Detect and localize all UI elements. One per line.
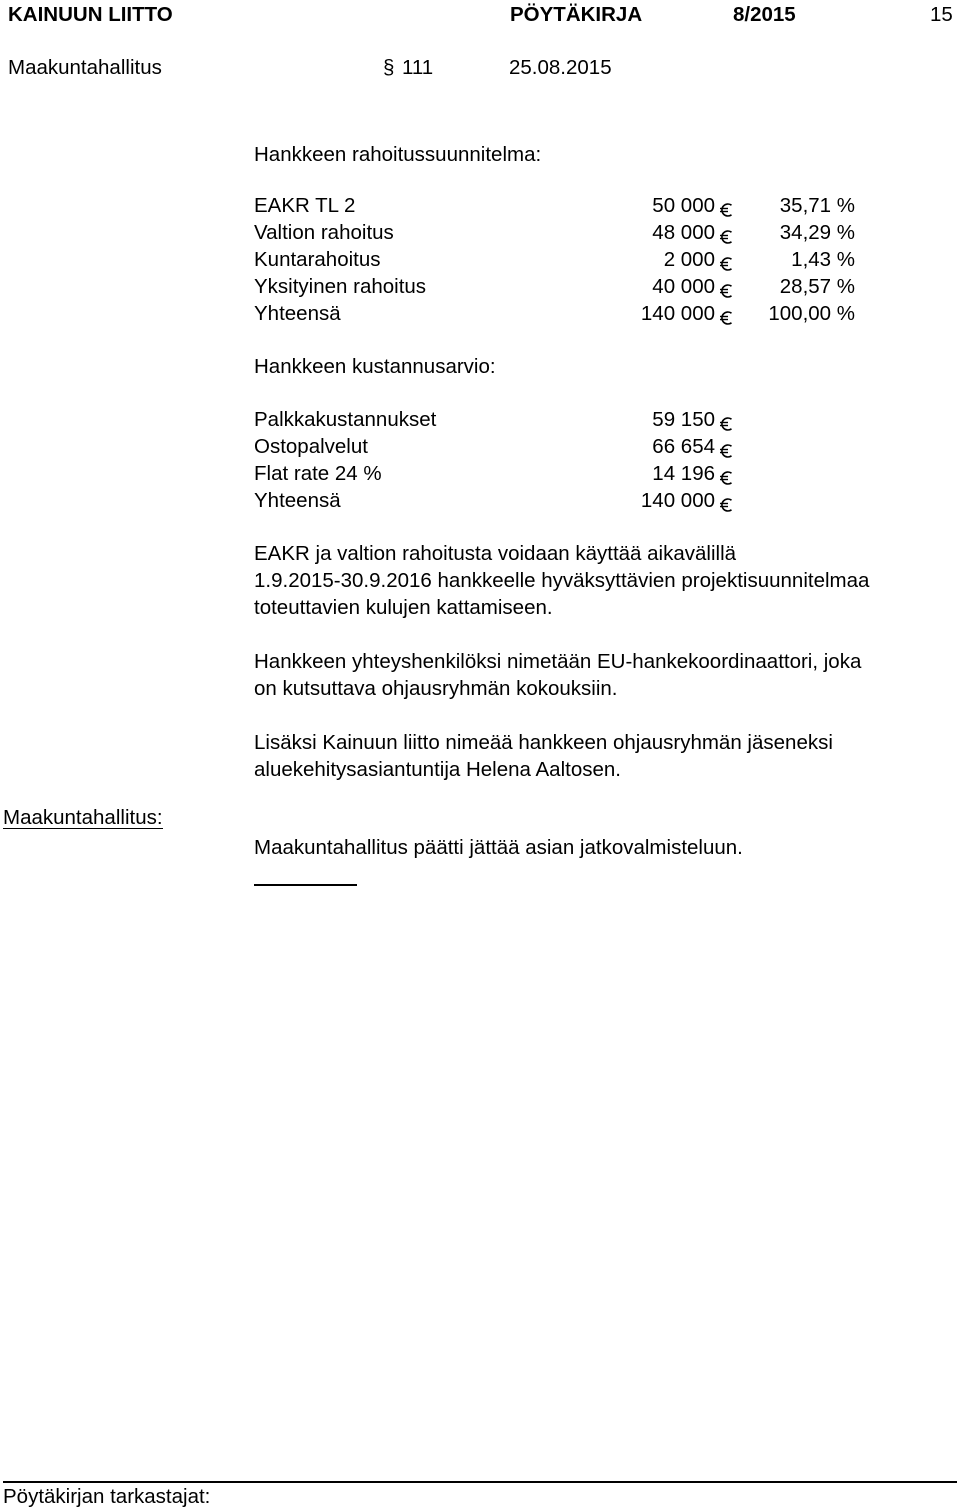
euro-icon — [719, 257, 733, 271]
euro-sign-cell — [719, 306, 733, 331]
cost-row-amount: 140 000 — [640, 489, 715, 512]
paragraph-line: toteuttavien kulujen kattamiseen. — [254, 596, 553, 619]
financing-row-amount: 2 000 — [663, 248, 715, 271]
financing-row-amount: 140 000 — [640, 302, 715, 325]
paragraph-line: on kutsuttava ohjausryhmän kokouksiin. — [254, 677, 618, 700]
euro-icon — [719, 498, 733, 512]
end-rule — [254, 884, 357, 886]
euro-sign-cell — [719, 252, 733, 277]
euro-icon — [719, 203, 733, 217]
euro-icon — [719, 471, 733, 485]
financing-row-percent: 28,57 % — [779, 275, 855, 298]
euro-sign-cell — [719, 198, 733, 223]
euro-sign-cell — [719, 279, 733, 304]
euro-sign-cell — [719, 466, 733, 491]
euro-sign-cell — [719, 493, 733, 518]
cost-row-amount: 59 150 — [652, 408, 715, 431]
body-paragraph — [254, 648, 954, 702]
financing-row-amount: 48 000 — [652, 221, 715, 244]
financing-row-label: Yksityinen rahoitus — [254, 275, 427, 298]
paragraph-line: aluekehitysasiantuntija Helena Aaltosen. — [254, 758, 621, 781]
euro-icon — [719, 417, 733, 431]
paragraph-line: EAKR ja valtion rahoitusta voidaan käyttää aikavälillä — [254, 542, 737, 565]
euro-sign-cell — [719, 412, 733, 437]
euro-icon — [719, 444, 733, 458]
costs-title: Hankkeen kustannusarvio: — [254, 355, 496, 378]
financing-row-label: EAKR TL 2 — [254, 194, 356, 217]
footer-rule — [3, 1481, 957, 1483]
financing-row-percent: 1,43 % — [791, 248, 855, 271]
financing-row-percent: 100,00 % — [768, 302, 855, 325]
euro-sign-cell — [719, 225, 733, 250]
meeting-body: Maakuntahallitus — [8, 56, 162, 79]
paragraph-line: Lisäksi Kainuun liitto nimeää hankkeen ohjausryhmän jäseneksi — [254, 731, 833, 754]
cost-row-label: Ostopalvelut — [254, 435, 368, 458]
euro-sign-cell — [719, 439, 733, 464]
body-paragraph — [254, 540, 954, 621]
financing-row-label: Valtion rahoitus — [254, 221, 394, 244]
financing-row-amount: 40 000 — [652, 275, 715, 298]
document-number: 8/2015 — [733, 3, 796, 26]
cost-row-label: Flat rate 24 % — [254, 462, 382, 485]
financing-title: Hankkeen rahoitussuunnitelma: — [254, 143, 542, 166]
decision-text: Maakuntahallitus päätti jättää asian jatkovalmisteluun. — [254, 836, 743, 859]
cost-row-amount: 66 654 — [652, 435, 715, 458]
meeting-date: 25.08.2015 — [509, 56, 612, 79]
euro-icon — [719, 284, 733, 298]
paragraph-line: Hankkeen yhteyshenkilöksi nimetään EU-hankekoordinaattori, joka — [254, 650, 862, 673]
cost-row-amount: 14 196 — [652, 462, 715, 485]
financing-row-label: Yhteensä — [254, 302, 341, 325]
financing-row-label: Kuntarahoitus — [254, 248, 381, 271]
footer-label: Pöytäkirjan tarkastajat: — [3, 1485, 211, 1508]
euro-icon — [719, 311, 733, 325]
cost-row-label: Palkkakustannukset — [254, 408, 437, 431]
euro-icon — [719, 230, 733, 244]
financing-row-percent: 35,71 % — [779, 194, 855, 217]
section-symbol: § — [383, 56, 395, 79]
section-number: 111 — [402, 56, 434, 79]
financing-row-percent: 34,29 % — [779, 221, 855, 244]
cost-row-label: Yhteensä — [254, 489, 341, 512]
financing-row-amount: 50 000 — [652, 194, 715, 217]
decision-label: Maakuntahallitus: — [3, 806, 163, 829]
body-paragraph — [254, 729, 954, 783]
paragraph-line: 1.9.2015-30.9.2016 hankkeelle hyväksyttävien projektisuunnitelmaa — [254, 569, 870, 592]
organization-name: KAINUUN LIITTO — [8, 3, 173, 26]
page-number: 15 — [930, 3, 953, 26]
document-type: PÖYTÄKIRJA — [510, 3, 643, 26]
